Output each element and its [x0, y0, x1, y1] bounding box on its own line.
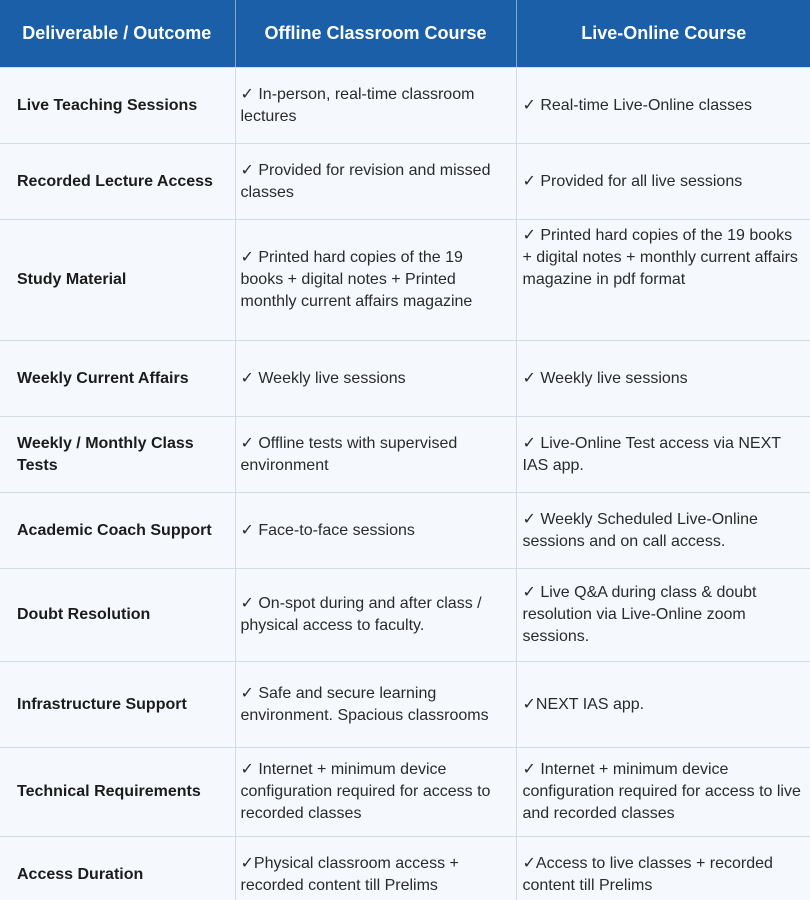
online-cell: ✓ Live Q&A during class & doubt resolution via Live-Online zoom sessions.: [516, 569, 810, 662]
table-row: [0, 417, 810, 493]
row-label: Live Teaching Sessions: [0, 68, 235, 144]
online-cell: ✓Access to live classes + recorded content till Prelims: [516, 837, 810, 900]
row-label: Infrastructure Support: [0, 662, 235, 748]
table-row: [0, 68, 810, 144]
table-row: [0, 748, 810, 837]
table-row: [0, 493, 810, 569]
row-label: Doubt Resolution: [0, 569, 235, 662]
online-cell: ✓NEXT IAS app.: [516, 662, 810, 748]
offline-cell: ✓ Provided for revision and missed classes: [235, 144, 516, 220]
offline-cell: ✓ In-person, real-time classroom lectures: [235, 68, 516, 144]
offline-cell: ✓ Safe and secure learning environment. Spacious classrooms: [235, 662, 516, 748]
header-deliverable: Deliverable / Outcome: [0, 0, 235, 68]
table-row: [0, 144, 810, 220]
online-cell: ✓ Internet + minimum device configuration required for access to live and recorded classes: [516, 748, 810, 837]
table-row: [0, 569, 810, 662]
table-row: [0, 220, 810, 341]
offline-cell: ✓ On-spot during and after class / physical access to faculty.: [235, 569, 516, 662]
offline-cell: ✓ Printed hard copies of the 19 books + digital notes + Printed monthly current affairs magazine: [235, 220, 516, 341]
offline-cell: ✓Physical classroom access + recorded content till Prelims: [235, 837, 516, 900]
row-label: Academic Coach Support: [0, 493, 235, 569]
row-label: Recorded Lecture Access: [0, 144, 235, 220]
online-cell: ✓ Provided for all live sessions: [516, 144, 810, 220]
table-header-row: [0, 0, 810, 68]
online-cell: ✓ Live-Online Test access via NEXT IAS app.: [516, 417, 810, 493]
offline-cell: ✓ Internet + minimum device configuration required for access to recorded classes: [235, 748, 516, 837]
offline-cell: ✓ Weekly live sessions: [235, 341, 516, 417]
table-row: [0, 662, 810, 748]
header-online-course: Live-Online Course: [516, 0, 810, 68]
table-row: [0, 837, 810, 900]
row-label: Technical Requirements: [0, 748, 235, 837]
online-cell: ✓ Real-time Live-Online classes: [516, 68, 810, 144]
row-label: Weekly Current Affairs: [0, 341, 235, 417]
online-cell: ✓ Printed hard copies of the 19 books + digital notes + monthly current affairs magazine in pdf format: [516, 220, 810, 341]
header-offline-course: Offline Classroom Course: [235, 0, 516, 68]
offline-cell: ✓ Face-to-face sessions: [235, 493, 516, 569]
online-cell: ✓ Weekly Scheduled Live-Online sessions and on call access.: [516, 493, 810, 569]
online-cell: ✓ Weekly live sessions: [516, 341, 810, 417]
row-label: Weekly / Monthly Class Tests: [0, 417, 235, 493]
table-row: [0, 341, 810, 417]
row-label: Study Material: [0, 220, 235, 341]
offline-cell: ✓ Offline tests with supervised environment: [235, 417, 516, 493]
row-label: Access Duration: [0, 837, 235, 900]
